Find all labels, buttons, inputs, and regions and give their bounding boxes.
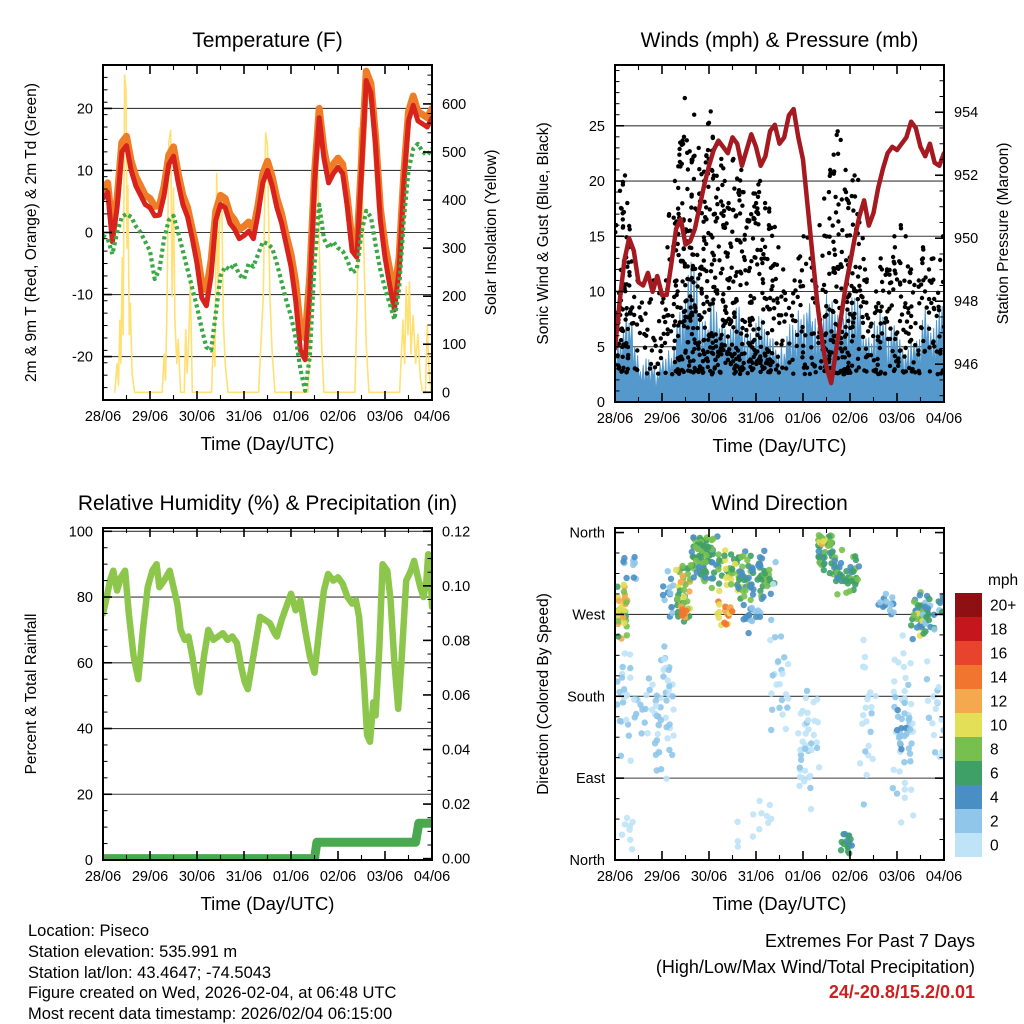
y-tick-label-right: 952 xyxy=(954,168,979,185)
humidity-series xyxy=(103,554,432,858)
wind-direction-chart xyxy=(535,492,962,914)
x-tick-label: 04/06 xyxy=(925,869,963,885)
x-tick-label: 03/06 xyxy=(878,869,916,885)
y-tick-label-right: 500 xyxy=(442,144,467,161)
colorbar-label: 12 xyxy=(990,693,1008,711)
y-tick-label-right: 946 xyxy=(954,357,979,374)
y-tick-label-right: 600 xyxy=(442,96,467,113)
x-tick-label: 01/06 xyxy=(272,869,310,885)
winds-series xyxy=(612,96,946,402)
x-tick-label: 01/06 xyxy=(272,409,310,425)
y-tick-label-right: 954 xyxy=(954,105,979,122)
y-tick-label-left: 10 xyxy=(588,284,605,301)
speed-colorbar xyxy=(955,572,1018,857)
y-tick-label-right: 0 xyxy=(442,385,451,402)
y-tick-label-right: 300 xyxy=(442,241,467,258)
wind-direction-dots xyxy=(613,532,947,857)
y-tick-label-left: 5 xyxy=(596,339,605,356)
x-tick-label: 28/06 xyxy=(596,869,634,885)
chart-title: Relative Humidity (%) & Precipitation (in) xyxy=(77,492,458,515)
y-axis-label-left: Percent & Total Rainfall xyxy=(23,613,40,775)
colorbar-label: 2 xyxy=(990,813,999,831)
y-tick-label-left: 0 xyxy=(84,853,93,869)
x-tick-label: 28/06 xyxy=(596,411,634,427)
x-tick-label: 04/06 xyxy=(413,409,451,425)
colorbar-label: 6 xyxy=(990,765,999,783)
y-axis-label-left: Direction (Colored By Speed) xyxy=(535,593,552,795)
y-tick-label-right: 400 xyxy=(442,193,467,210)
colorbar-label: 0 xyxy=(990,837,999,855)
chart-title: Wind Direction xyxy=(711,492,848,515)
colorbar-label: 4 xyxy=(990,789,999,807)
y-tick-label-right: 0.00 xyxy=(442,851,471,868)
y-tick-label-left: 10 xyxy=(76,163,93,180)
x-tick-label: 02/06 xyxy=(319,869,357,885)
x-axis-label: Time (Day/UTC) xyxy=(712,893,847,914)
y-tick-label-left: 15 xyxy=(588,229,605,246)
extremes-values: 24/-20.8/15.2/0.01 xyxy=(828,982,975,1002)
chart-title: Winds (mph) & Pressure (mb) xyxy=(640,29,919,52)
y-tick-label-right: 0.08 xyxy=(442,633,471,650)
y-tick-label-right: 0.06 xyxy=(442,687,471,704)
x-axis-label: Time (Day/UTC) xyxy=(200,433,335,454)
y-axis-label-right: Solar Insolation (Yellow) xyxy=(483,149,500,316)
y-tick-label-left: 25 xyxy=(588,118,605,135)
y-axis-label-left: 2m & 9m T (Red, Orange) & 2m Td (Green) xyxy=(23,83,40,382)
x-tick-label: 28/06 xyxy=(84,409,122,425)
y-tick-label-left: 0 xyxy=(596,395,605,411)
colorbar-label: 14 xyxy=(990,669,1008,687)
x-tick-label: 30/06 xyxy=(690,411,728,427)
temperature-series xyxy=(103,71,432,392)
colorbar-title: mph xyxy=(988,572,1019,589)
station-elevation: Station elevation: 535.991 m xyxy=(28,942,238,961)
y-tick-label-right: 0.12 xyxy=(442,524,471,541)
x-tick-label: 29/06 xyxy=(643,411,681,427)
y-tick-label-left: 80 xyxy=(76,590,93,607)
y-tick-label-right: 0.04 xyxy=(442,742,471,759)
station-latlon: Station lat/lon: 43.4647; -74.5043 xyxy=(28,963,272,982)
temperature-chart xyxy=(23,29,500,454)
colorbar-label: 16 xyxy=(990,645,1008,663)
y-axis-label-right: Station Pressure (Maroon) xyxy=(995,142,1012,325)
y-tick-label-right: 948 xyxy=(954,294,979,311)
x-tick-label: 02/06 xyxy=(831,411,869,427)
station-info xyxy=(28,921,396,1024)
y-tick-label-right: 0.10 xyxy=(442,578,471,595)
x-tick-label: 29/06 xyxy=(131,409,169,425)
x-tick-label: 03/06 xyxy=(878,411,916,427)
data-timestamp: Most recent data timestamp: 2026/02/04 06:15:00 xyxy=(28,1005,393,1024)
x-tick-label: 30/06 xyxy=(690,869,728,885)
x-tick-label: 04/06 xyxy=(925,411,963,427)
y-tick-label-left: 60 xyxy=(76,655,93,672)
extremes-block xyxy=(656,929,975,1006)
x-tick-label: 04/06 xyxy=(413,869,451,885)
chart-title: Temperature (F) xyxy=(192,29,343,52)
humidity-precip-chart xyxy=(23,492,470,914)
x-tick-label: 31/06 xyxy=(737,411,775,427)
colorbar-label: 20+ xyxy=(990,597,1017,615)
extremes-subtitle: (High/Low/Max Wind/Total Precipitation) xyxy=(655,956,975,977)
winds-pressure-chart xyxy=(535,29,1012,456)
y-tick-label-right: 200 xyxy=(442,289,467,306)
y-axis-label-left: Sonic Wind & Gust (Blue, Black) xyxy=(535,122,552,345)
x-tick-label: 03/06 xyxy=(366,869,404,885)
y-tick-label-left: South xyxy=(567,689,605,706)
x-tick-label: 29/06 xyxy=(131,869,169,885)
x-axis-label: Time (Day/UTC) xyxy=(712,435,847,456)
figure-created: Figure created on Wed, 2026-02-04, at 06:48 UTC xyxy=(28,984,397,1003)
x-tick-label: 30/06 xyxy=(178,869,216,885)
x-tick-label: 31/06 xyxy=(225,409,263,425)
x-tick-label: 03/06 xyxy=(366,409,404,425)
y-tick-label-left: 20 xyxy=(76,787,93,804)
colorbar-label: 10 xyxy=(990,717,1008,735)
y-tick-label-left: 100 xyxy=(68,524,93,541)
y-tick-label-left: 20 xyxy=(588,174,605,191)
x-tick-label: 29/06 xyxy=(643,869,681,885)
x-tick-label: 02/06 xyxy=(319,409,357,425)
y-tick-label-left: East xyxy=(575,771,605,788)
x-tick-label: 30/06 xyxy=(178,409,216,425)
y-tick-label-left: North xyxy=(569,525,605,542)
y-tick-label-left: 0 xyxy=(84,225,93,242)
x-tick-label: 01/06 xyxy=(784,869,822,885)
station-location: Location: Piseco xyxy=(28,922,150,940)
y-tick-label-left: 20 xyxy=(76,101,93,118)
extremes-title: Extremes For Past 7 Days xyxy=(764,931,975,951)
y-tick-label-left: North xyxy=(569,853,605,869)
colorbar-label: 18 xyxy=(990,621,1008,639)
y-tick-label-left: -10 xyxy=(72,287,93,304)
y-tick-label-left: -20 xyxy=(72,349,93,366)
y-tick-label-right: 100 xyxy=(442,337,467,354)
x-tick-label: 01/06 xyxy=(784,411,822,427)
x-tick-label: 31/06 xyxy=(225,869,263,885)
colorbar-label: 8 xyxy=(990,741,999,759)
x-tick-label: 31/06 xyxy=(737,869,775,885)
x-axis-label: Time (Day/UTC) xyxy=(200,893,335,914)
y-tick-label-right: 950 xyxy=(954,231,979,248)
y-tick-label-left: 40 xyxy=(76,721,93,738)
y-tick-label-right: 0.02 xyxy=(442,797,471,814)
y-tick-label-left: West xyxy=(572,607,605,624)
x-tick-label: 28/06 xyxy=(84,869,122,885)
x-tick-label: 02/06 xyxy=(831,869,869,885)
